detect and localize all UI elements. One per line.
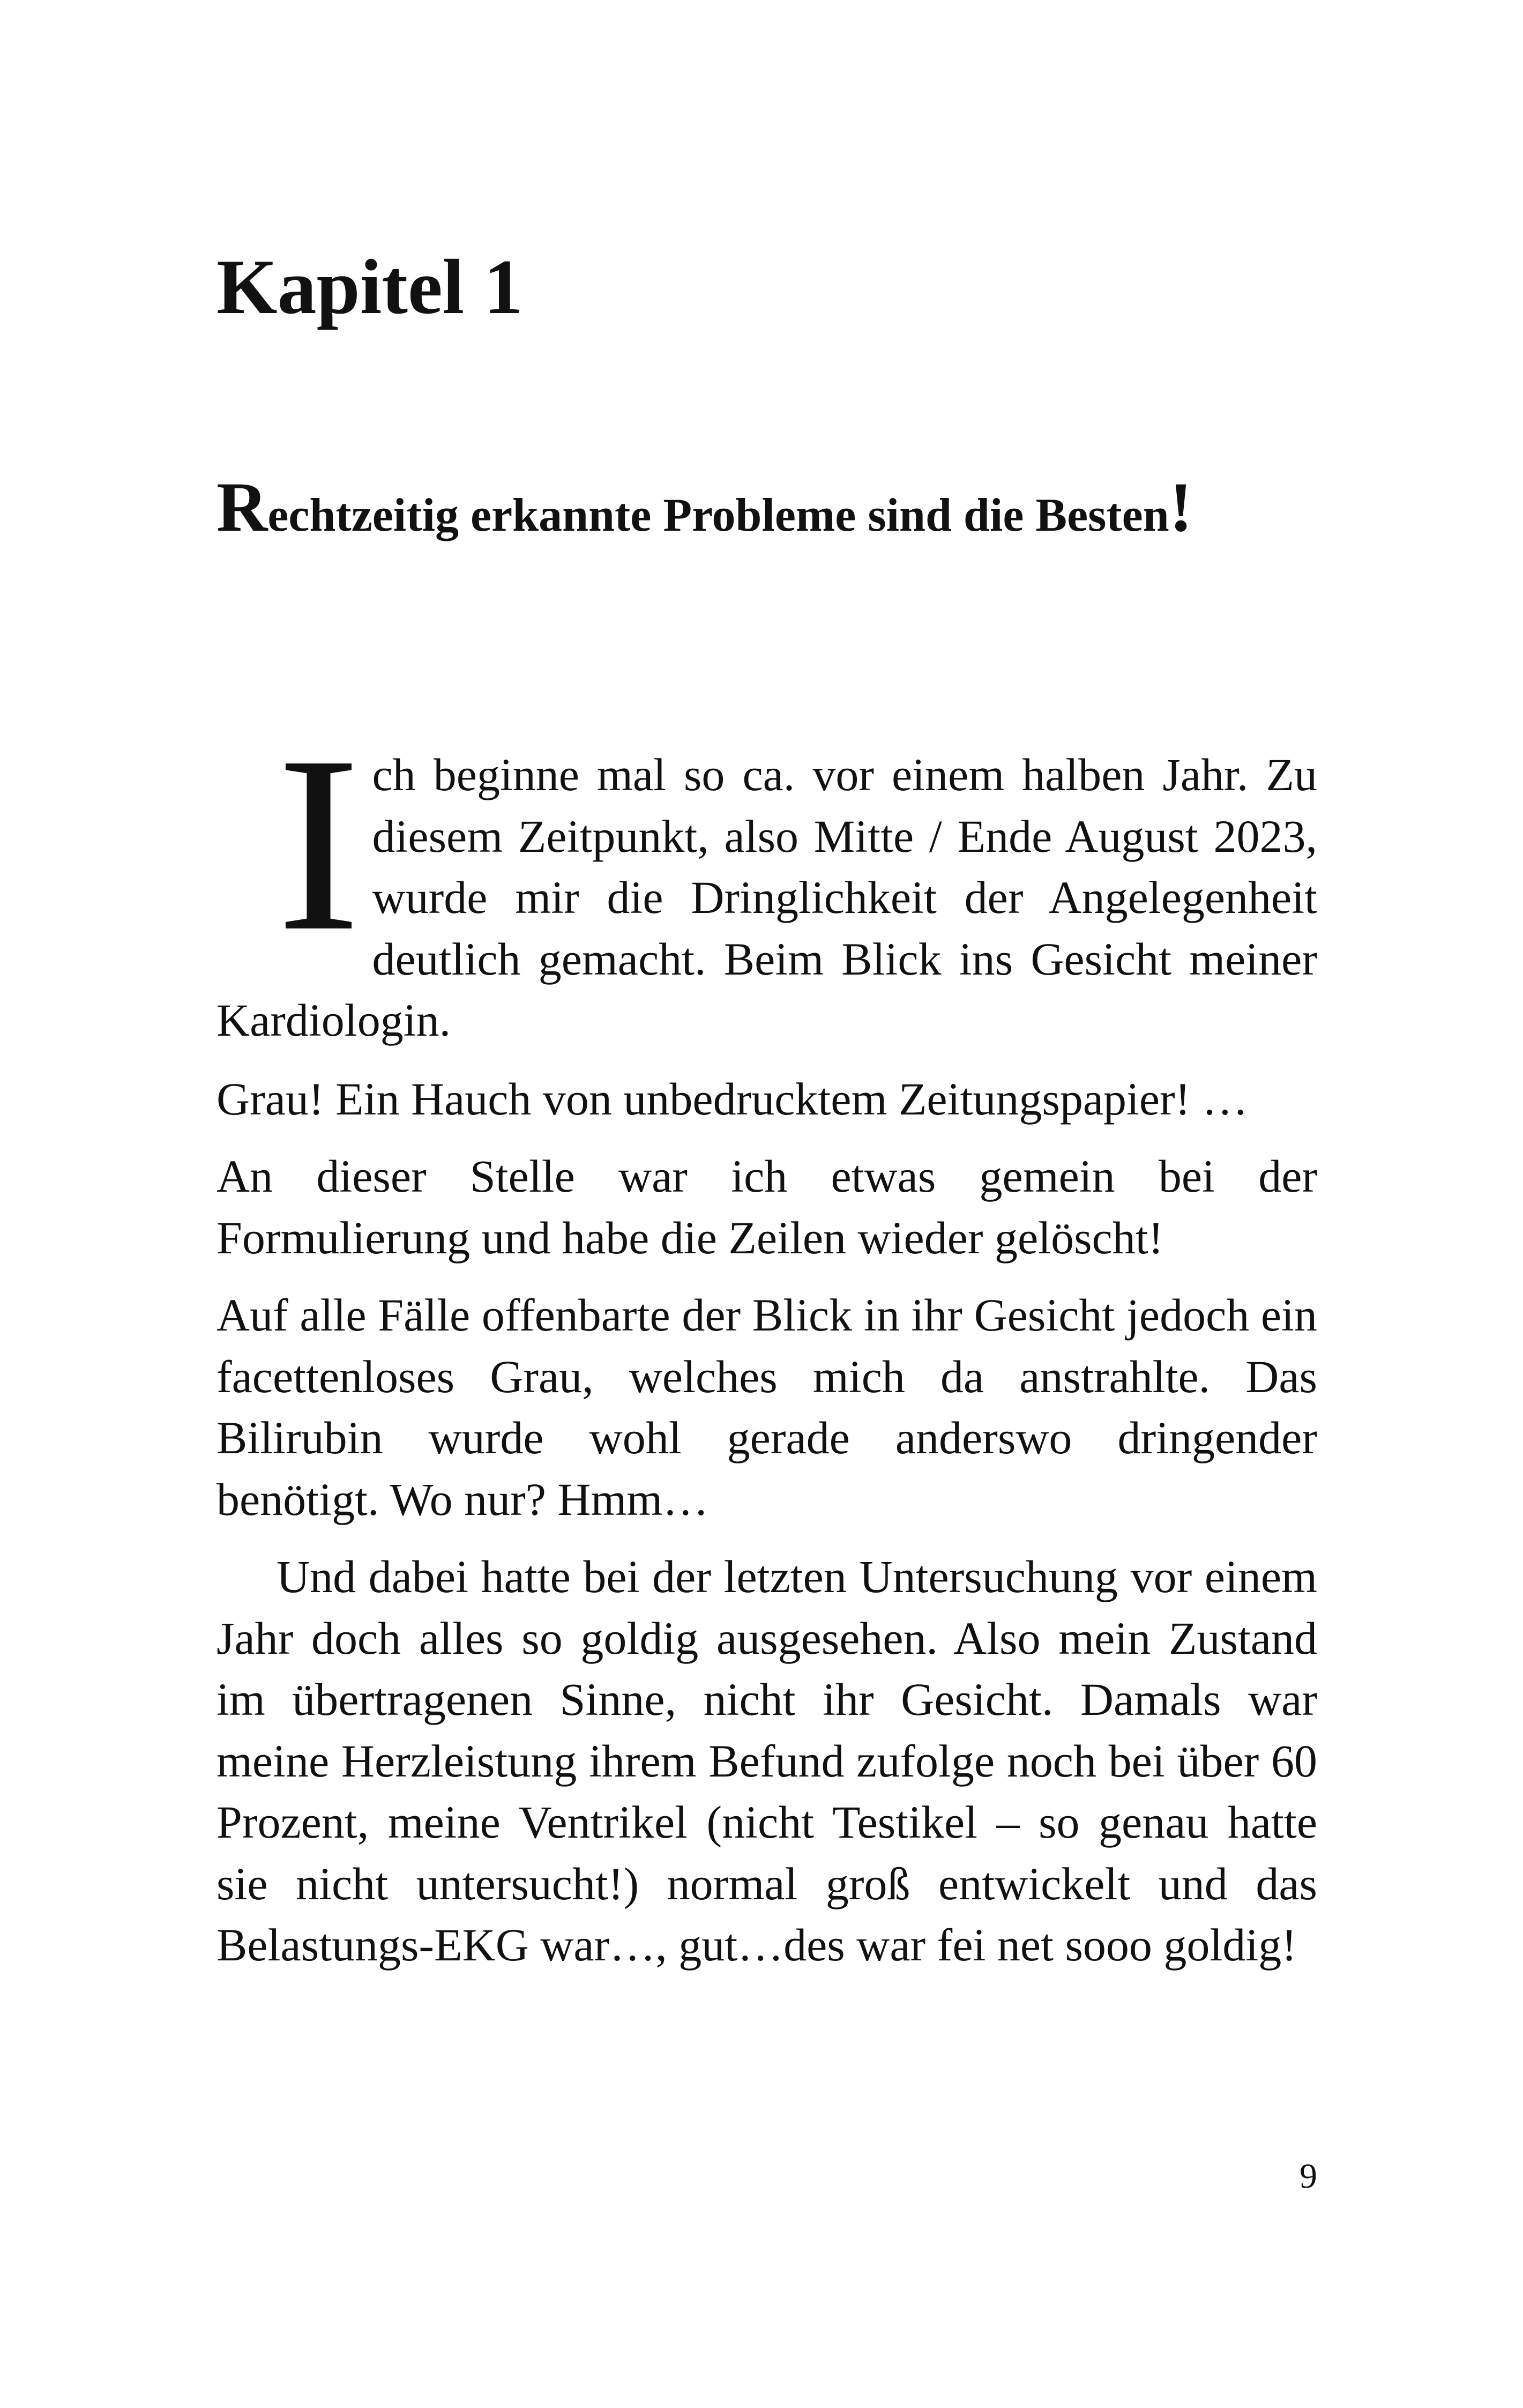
book-page [216,0,1317,2408]
section-title [216,462,1317,561]
paragraph-5: Und dabei hatte bei der letzten Untersuchung vor einem Jahr doch alles so goldig ausgesehen. Also mein Zustand im übertragenen Sinne, nicht ihr Gesicht. Damals war meine Herzleistung ihrem Befund zufolge noch bei über 60 Prozent, meine Ventrikel (nicht Testikel – so genau hatte sie nicht untersucht!) normal groß entwickelt und das Belastungs-EKG war…, gut…des war fei net sooo goldig! [216,1551,1317,1971]
chapter-title: Kapitel 1 [216,243,523,330]
body-text [216,704,1317,1992]
section-title-exclamation: ! [1169,467,1193,546]
paragraph-2: Grau! Ein Hauch von unbedrucktem Zeitungspapier! … [216,1073,1248,1125]
drop-cap: I [277,704,361,983]
section-title-initial: R [216,467,268,546]
section-title-text: echtzeitig erkannte Probleme sind die Besten [267,489,1169,541]
page-number: 9 [1300,2157,1317,2196]
paragraph-4: Auf alle Fälle offenbarte der Blick in ihr Gesicht jedoch ein facettenloses Grau, welches mich da anstrahlte. Das Bilirubin wurde wohl gerade anderswo dringender benötigt. Wo nur? Hmm… [216,1289,1317,1525]
paragraph-3: An dieser Stelle war ich etwas gemein bei der Formulierung und habe die Zeilen wieder gelöscht! [216,1150,1317,1264]
paragraph-1-text: ch beginne mal so ca. vor einem halben Jahr. Zu diesem Zeitpunkt, also Mitte / Ende August 2023, wurde mir die Dringlichkeit der Angelegenheit deutlich gemacht. Beim Blick ins Gesicht meiner Kardiologin. [216,749,1317,1046]
paragraph-1 [216,704,1317,1051]
